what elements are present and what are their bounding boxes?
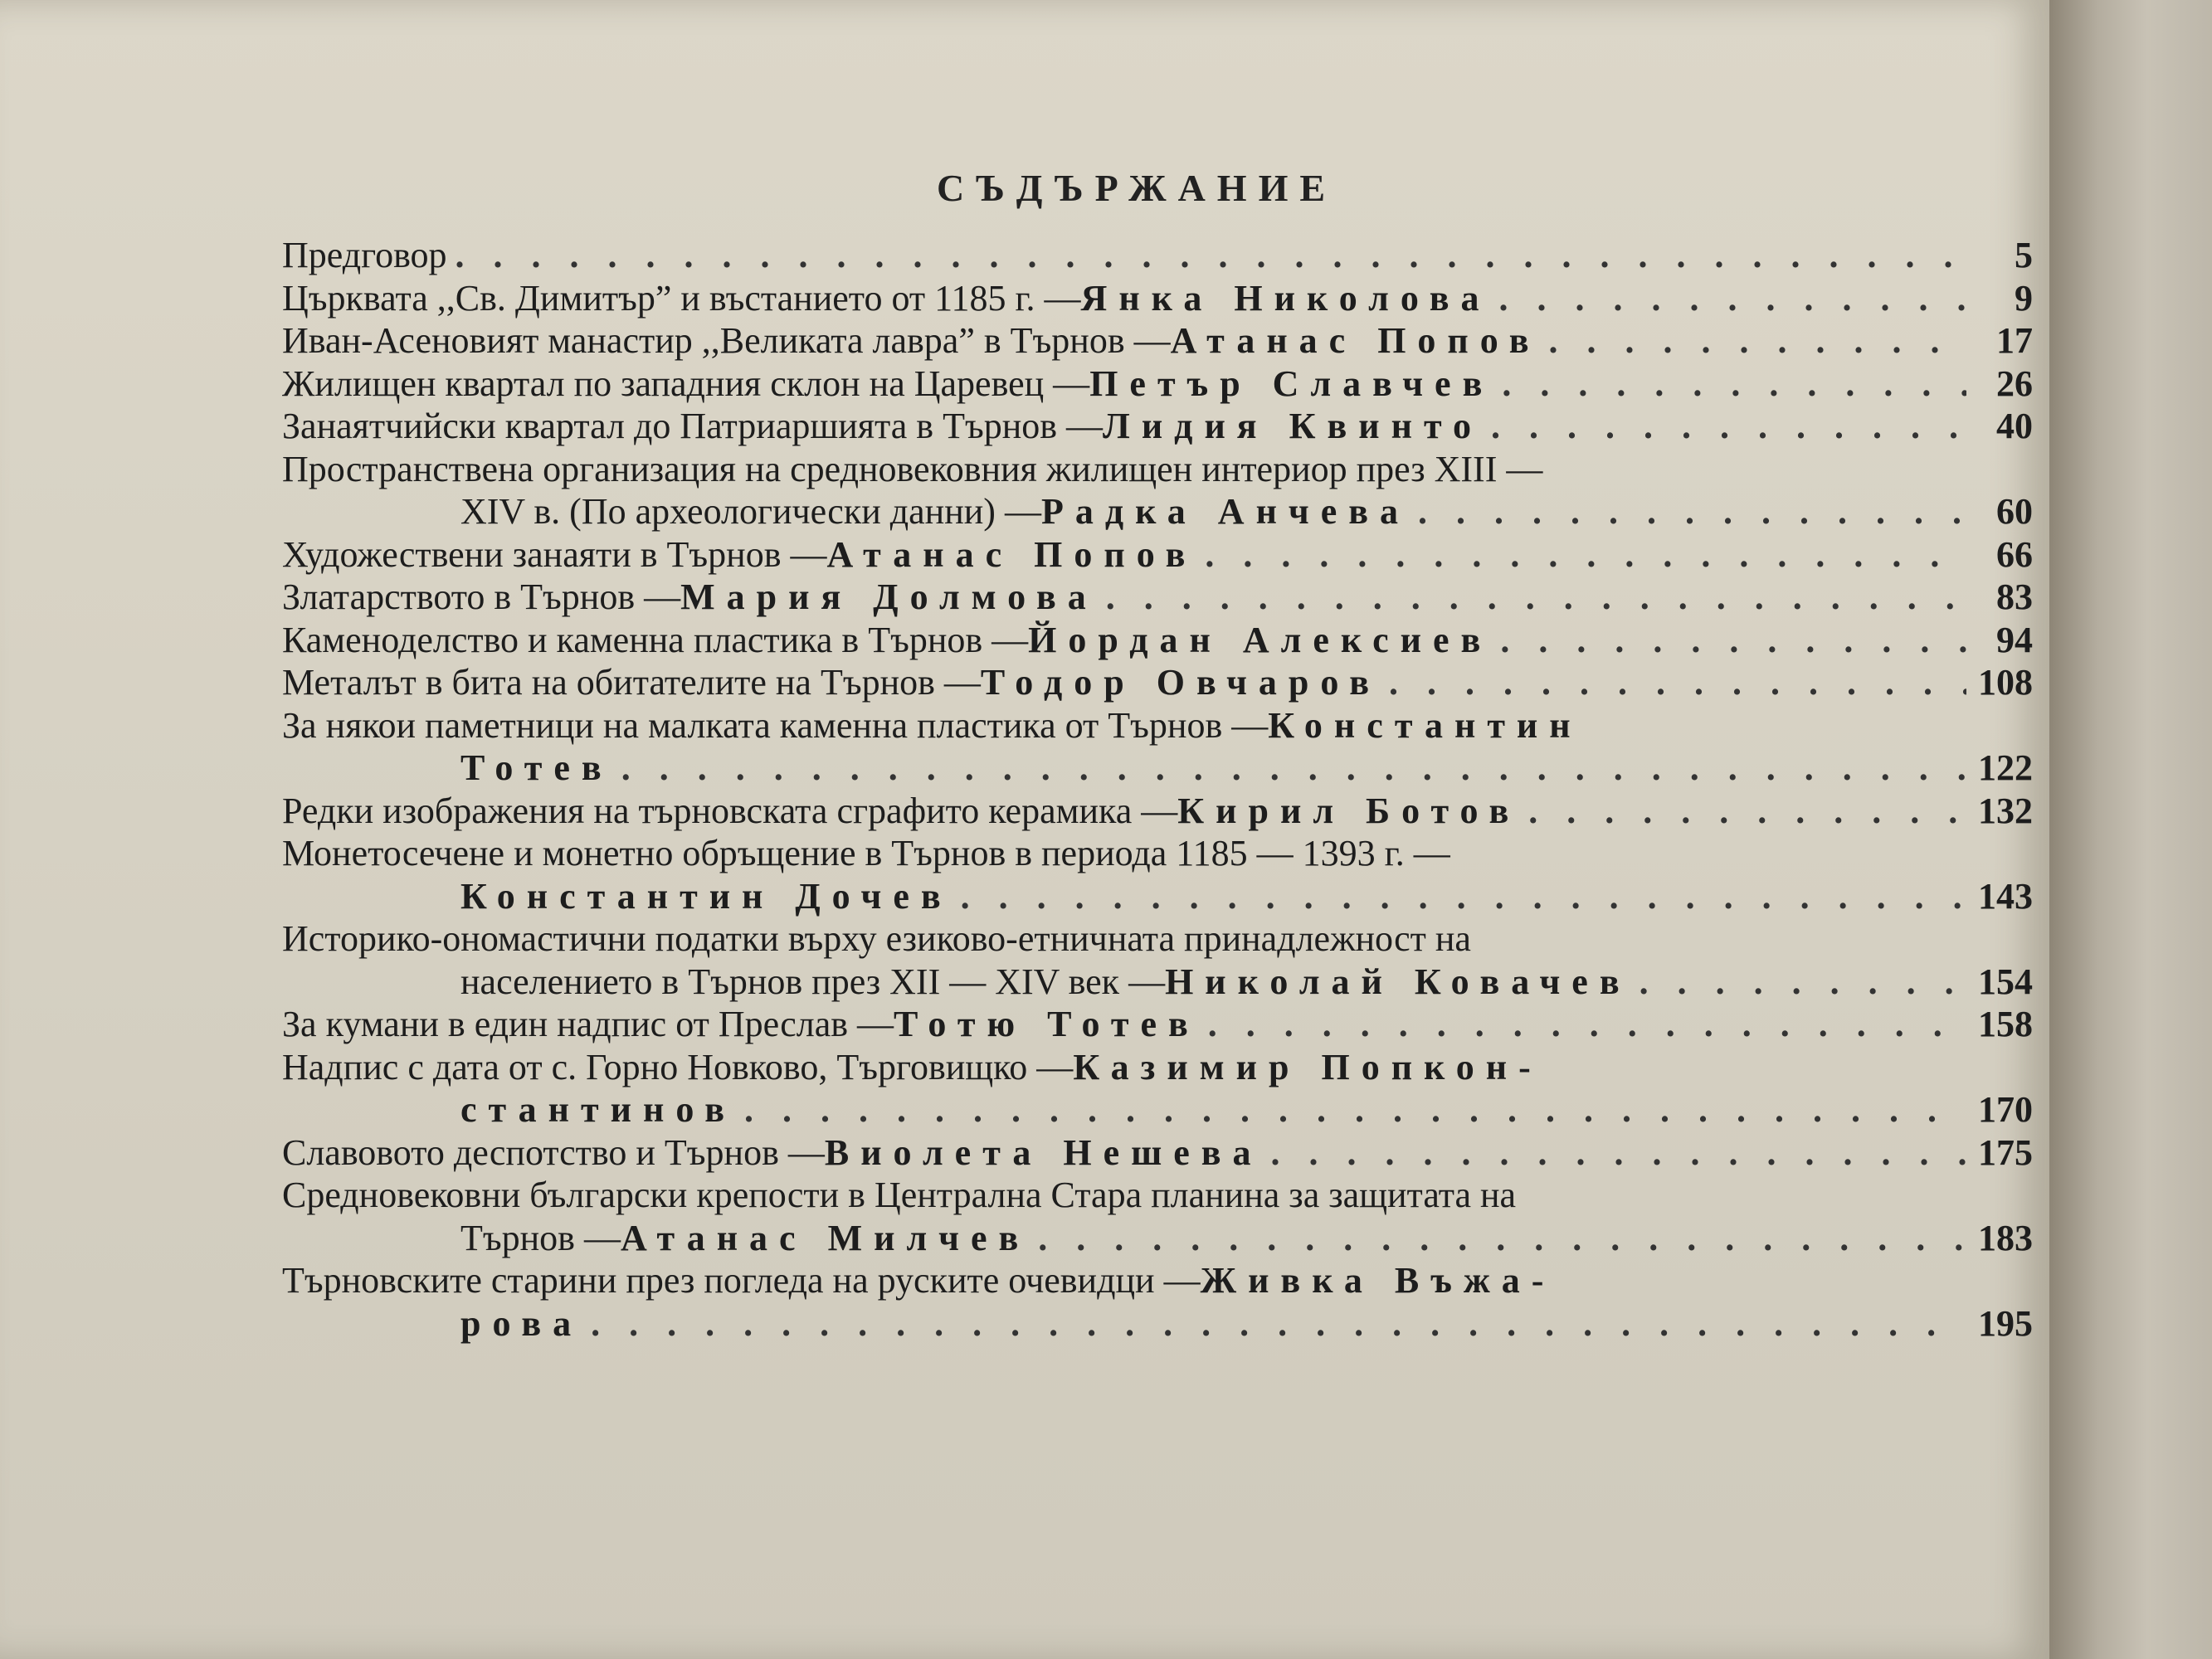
toc-entry-author: Николай Ковачев (1165, 961, 1631, 1002)
toc-entry-page-number: 154 (1978, 961, 2033, 1002)
dot-leader (1106, 576, 1966, 619)
toc-entry-title: XIV в. (По археологически данни) — (460, 491, 1041, 532)
toc-entry-page-number: 108 (1978, 662, 2033, 703)
toc-entry-continuation (282, 747, 2033, 790)
dot-leader (1389, 661, 1966, 704)
toc-entry (282, 576, 2033, 619)
toc-entry-continuation (282, 490, 2033, 533)
toc-entry-author: Виолета Нешева (824, 1131, 1263, 1173)
toc-entry-page-number: 158 (1978, 1004, 2033, 1044)
toc-entry-author: рова (460, 1302, 583, 1344)
toc-entry (282, 704, 2033, 747)
dot-leader (1498, 277, 1966, 320)
toc-entry (282, 1174, 2033, 1217)
toc-entry-title: За кумани в един надпис от Преслав — (282, 1004, 894, 1044)
page-title: СЪДЪРЖАНИЕ (936, 167, 1337, 209)
toc-entry-title: Монетосечене и монетно обръщение в Търнов в периода 1185 — 1393 г. — (282, 833, 1450, 873)
dot-leader (1548, 319, 1966, 362)
dot-leader (744, 1088, 1966, 1131)
toc-entry-author: Йордан Алексиев (1028, 619, 1493, 660)
toc-entry-title: Занаятчийски квартал до Патриаршията в Търнов — (282, 406, 1104, 446)
toc-entry (282, 362, 2033, 406)
toc-entry-author: Атанас Милчев (620, 1217, 1030, 1258)
book-spine (2049, 0, 2212, 1659)
toc-entry-title: Художествени занаяти в Търнов — (282, 533, 827, 575)
toc-entry-continuation (282, 1088, 2033, 1131)
toc-entry-title: Жилищен квартал по западния склон на Царевец — (282, 362, 1090, 404)
toc-entry-title: Историко-ономастични податки върху езиково-етничната принадлежност на (282, 918, 1471, 959)
toc-entry-continuation (282, 1302, 2033, 1345)
dot-leader (1500, 619, 1966, 662)
toc-entry (282, 319, 2033, 362)
toc-entry-page-number: 94 (1996, 619, 2033, 660)
toc-entry-author: Янка Николова (1080, 277, 1491, 319)
dot-leader (591, 1302, 1966, 1345)
toc-entry (282, 448, 2033, 491)
toc-entry-page-number: 17 (1996, 320, 2033, 361)
toc-entry-continuation (282, 961, 2033, 1004)
toc-entry-continuation (282, 875, 2033, 918)
toc-entry-author: Тодор Овчаров (980, 662, 1381, 703)
toc-entry (282, 790, 2033, 833)
toc-entry-title: Редки изображения на търновската сграфито керамика — (282, 790, 1178, 831)
dot-leader (961, 875, 1966, 918)
toc-entry-page-number: 170 (1978, 1089, 2033, 1130)
toc-entry-title: За някои паметници на малката каменна пластика от Търнов — (282, 704, 1269, 746)
toc-entry-title: Пространствена организация на средновековния жилищен интериор през XIII — (282, 448, 1543, 489)
toc-entry-author: Атанас Попов (1170, 320, 1541, 361)
toc-entry-page-number: 5 (2015, 235, 2033, 275)
toc-entry-title: Надпис с дата от с. Горно Новково, Търговищко — (282, 1046, 1074, 1087)
toc-entry-page-number: 122 (1978, 747, 2033, 788)
dot-leader (1271, 1131, 1966, 1175)
toc-entry-author: Тотев (460, 747, 613, 788)
toc-entry-author: Казимир Попкон- (1073, 1046, 1542, 1087)
toc-entry-author: стантинов (460, 1089, 737, 1130)
toc-entry (282, 619, 2033, 662)
dot-leader (1205, 533, 1966, 577)
toc-entry-author: Мария Долмова (680, 577, 1098, 617)
dot-leader (1502, 362, 1966, 406)
toc-entry (282, 661, 2033, 704)
toc-entry-page-number: 66 (1996, 533, 2033, 575)
toc-entry-page-number: 60 (1996, 491, 2033, 532)
toc-entry-title: Средновековни български крепости в Централна Стара планина за защитата на (282, 1175, 1517, 1215)
toc-entry-author: Константин (1268, 704, 1582, 746)
dot-leader (1418, 490, 1966, 533)
toc-entry-author: Атанас Попов (826, 533, 1197, 575)
toc-entry (282, 405, 2033, 448)
toc-entry-title: Металът в бита на обитателите на Търнов — (282, 662, 981, 703)
dot-leader (1528, 790, 1966, 833)
toc-entry-title: Иван-Асеновият манастир ,,Великата лавра” в Търнов — (282, 320, 1171, 361)
dot-leader (621, 747, 1966, 790)
toc-entry-page-number: 132 (1978, 790, 2033, 831)
dot-leader (1038, 1217, 1966, 1260)
toc-entry-page-number: 26 (1996, 362, 2033, 404)
toc-entry (282, 1131, 2033, 1175)
toc-entry-title: Църквата ,,Св. Димитър” и въстанието от 1185 г. — (282, 277, 1081, 319)
toc-entry-page-number: 40 (1996, 406, 2033, 446)
dot-leader (1208, 1003, 1966, 1046)
toc-entry-title: Предговор (282, 235, 447, 275)
toc-entry-author: Константин Дочев (460, 875, 953, 917)
toc-entry-author: Кирил Ботов (1177, 790, 1521, 831)
dot-leader (1640, 961, 1966, 1004)
toc-entry-title: Славовото деспотство и Търнов — (282, 1131, 825, 1173)
toc-entry-title: Търнов — (460, 1217, 621, 1258)
toc-entry (282, 234, 2033, 277)
toc-entry (282, 917, 2033, 961)
toc-entry (282, 1259, 2033, 1302)
toc-entry (282, 832, 2033, 875)
dot-leader (1491, 405, 1966, 448)
toc-entry-author: Лидия Квинто (1103, 406, 1483, 446)
toc-entry (282, 533, 2033, 577)
dot-leader (456, 234, 1966, 277)
toc-entry-title: Златарството в Търнов — (282, 577, 681, 617)
toc-entry (282, 277, 2033, 320)
toc-entry-author: Радка Анчева (1040, 491, 1411, 532)
toc-entry-continuation (282, 1217, 2033, 1260)
toc-entry-page-number: 183 (1978, 1217, 2033, 1258)
toc-entry-title: Каменоделство и каменна пластика в Търнов — (282, 619, 1029, 660)
toc-entry-title: Търновските старини през погледа на руските очевидци — (282, 1260, 1201, 1301)
toc-entry (282, 1046, 2033, 1089)
toc-entry-author: Петър Славчев (1089, 362, 1494, 404)
toc-entry-page-number: 143 (1978, 875, 2033, 917)
toc-entry-author: Тотю Тотев (894, 1004, 1200, 1044)
toc-entry-page-number: 175 (1978, 1131, 2033, 1173)
toc-entry-author: Живка Въжа- (1200, 1260, 1556, 1301)
table-of-contents (282, 234, 2033, 1345)
toc-entry (282, 1003, 2033, 1046)
toc-entry-page-number: 9 (2015, 277, 2033, 319)
toc-entry-page-number: 83 (1996, 577, 2033, 617)
toc-entry-page-number: 195 (1978, 1302, 2033, 1344)
toc-entry-title: населението в Търнов през XII — XIV век — (460, 961, 1166, 1002)
